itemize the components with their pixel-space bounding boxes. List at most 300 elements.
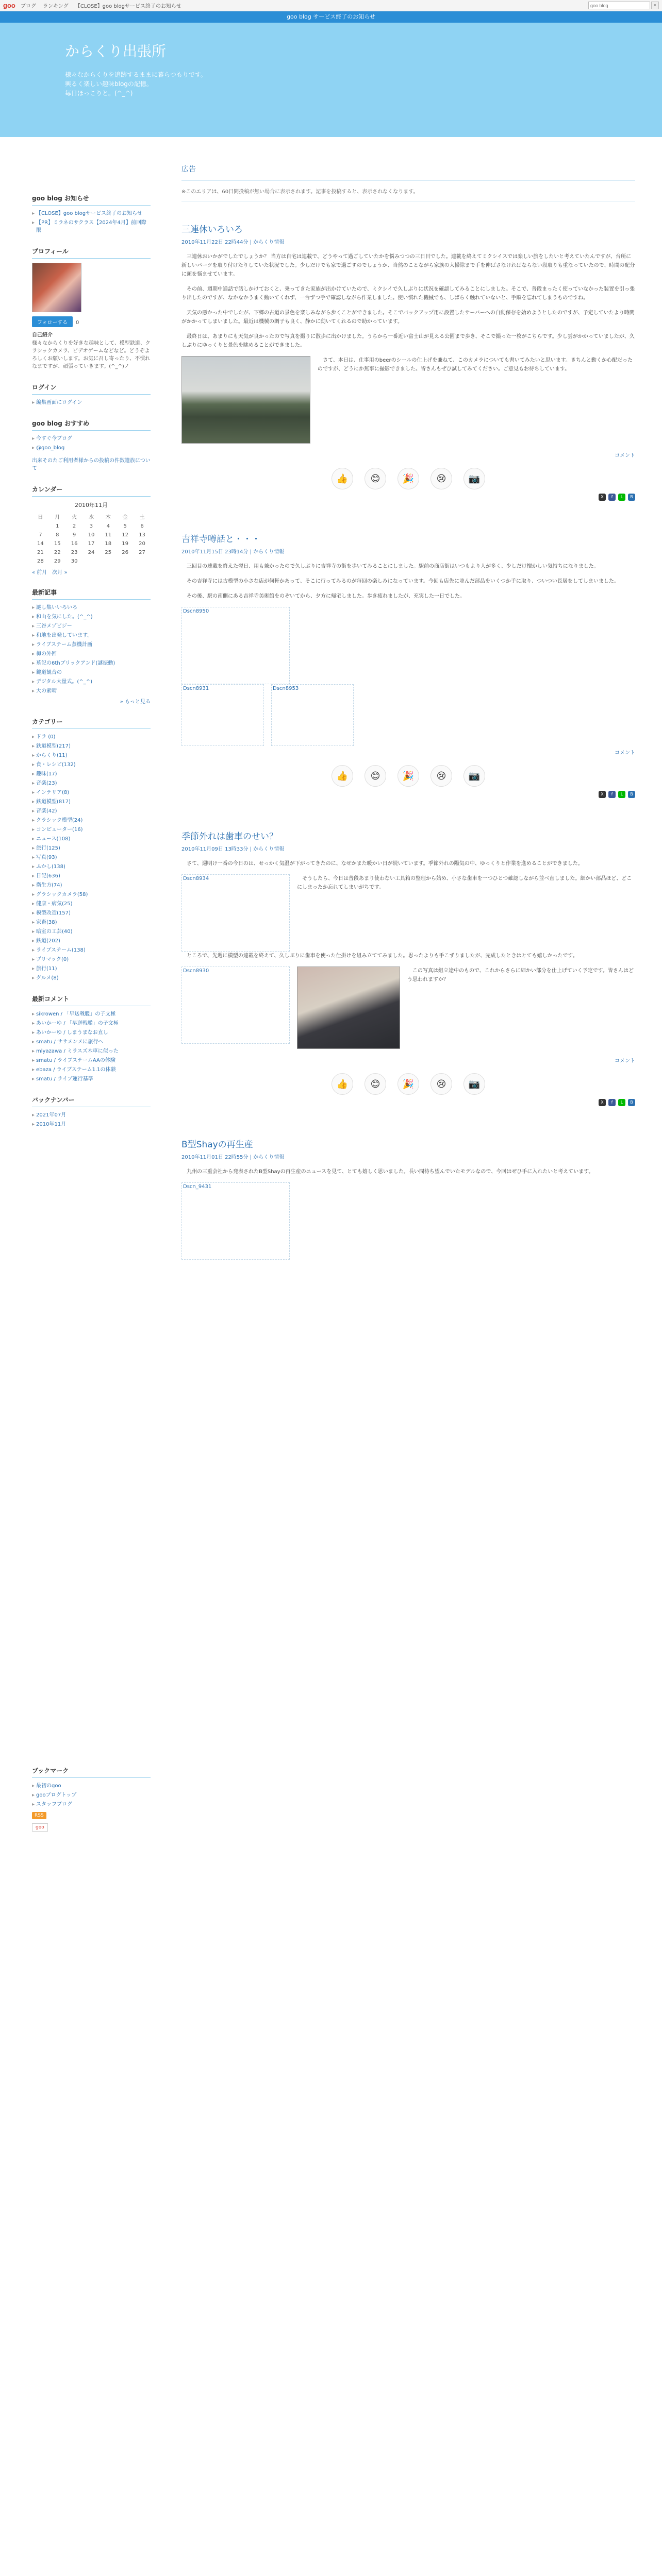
line-share-icon[interactable]: L <box>618 1099 625 1106</box>
calendar-day[interactable]: 13 <box>139 532 145 538</box>
reaction-button[interactable] <box>431 1073 452 1095</box>
category-item[interactable] <box>32 798 151 806</box>
side-title: ブックマーク <box>32 1766 151 1778</box>
recent-articles-block <box>32 588 151 705</box>
side-title: goo blog おすすめ <box>32 419 151 431</box>
calendar-week <box>32 531 151 539</box>
ad-title: 広告 <box>181 165 196 174</box>
backnumber-item[interactable] <box>32 1121 151 1128</box>
category-item-label: 鉄道模型(817) <box>36 799 71 805</box>
notice-item-label: 【CLOSE】goo blogサービス終了のお知らせ <box>36 211 142 216</box>
side-title: ログイン <box>32 383 151 395</box>
calendar-day[interactable]: 6 <box>140 523 144 529</box>
category-item[interactable] <box>32 826 151 834</box>
ad-notice: ※このエリアは、60日間投稿が無い場合に表示されます。記事を投稿すると、表示されなくなります。 <box>181 180 635 201</box>
category-item-label: 音楽(42) <box>36 808 57 814</box>
blog-description-line: 毎日ほっこりと。(^_^) <box>65 90 133 97</box>
article-paragraph: その前、週期中通話で話しかけておくと、乗ってきた家族が出かけていたので、ミクシイで久しぶりに状況を確認してみることにしました。そこで、普段まったく使っていなかった装置を引っ張り出したのですが、なかなかうまく動いてくれず、一台ずつ手で確認しながら作業しました。使い慣れた機械でも、しばらく触れていないと、手順を忘れてしまうものですね。 <box>181 286 635 301</box>
category-item-label: 暗室の工芸(40) <box>36 929 73 935</box>
calendar-day-header: 火 <box>72 515 77 520</box>
bullet-icon: ▸ <box>32 892 35 897</box>
sidebar-bottom <box>32 1766 151 1844</box>
category-item-label: ライブステーム(138) <box>36 947 86 953</box>
side-title: プロフィール <box>32 247 151 259</box>
calendar-day[interactable]: 2 <box>72 523 76 529</box>
bullet-icon: ▸ <box>32 1802 35 1807</box>
self-intro-title: 自己紹介 <box>32 332 53 338</box>
notice-item[interactable] <box>32 210 151 217</box>
profile-image[interactable] <box>32 263 81 312</box>
bullet-icon: ▸ <box>32 623 35 629</box>
calendar-day[interactable]: 23 <box>71 550 78 555</box>
recent-article-item-label: 三谷メゾビジー <box>36 623 72 629</box>
bullet-icon: ▸ <box>32 1076 35 1082</box>
recent-article-item[interactable] <box>32 687 151 695</box>
bullet-icon: ▸ <box>32 642 35 648</box>
bullet-icon: ▸ <box>32 1792 35 1798</box>
goo-logo[interactable]: goo <box>3 2 15 9</box>
bullet-icon: ▸ <box>32 688 35 694</box>
category-item[interactable] <box>32 817 151 824</box>
calendar-day[interactable]: 24 <box>88 550 95 555</box>
bullet-icon: ▸ <box>32 605 35 611</box>
goo-recommend-block <box>32 419 151 472</box>
category-item[interactable] <box>32 807 151 815</box>
goo-link-ranking[interactable]: ランキング <box>43 4 69 9</box>
side-title: カレンダー <box>32 485 151 497</box>
recommend-item[interactable] <box>32 435 151 443</box>
article <box>181 222 635 501</box>
article-meta[interactable]: 2010年11月09日 13時33分 | からくり情報 <box>181 846 285 852</box>
share-row <box>181 494 635 501</box>
bullet-icon: ▸ <box>32 660 35 666</box>
bullet-icon: ▸ <box>32 762 35 768</box>
article-paragraph: その後、駅の南側にある吉祥寺美術館をのぞいてから、夕方に帰宅しました。歩き疲れましたが、充実した一日でした。 <box>187 594 465 599</box>
calendar-day[interactable]: 21 <box>37 550 44 555</box>
blog-title[interactable]: からくり出張所 <box>65 43 167 60</box>
bullet-icon: ▸ <box>32 1122 35 1127</box>
article-image-link[interactable]: Dscn8953 <box>271 684 354 746</box>
hatena-share-icon[interactable]: B <box>628 791 635 798</box>
article-paragraph: そうしたら、今日は普段あまり使わない工具箱の整理から始め、小さな歯車を一つひとつ確認しながら並べ直しました。細かい部品ほど、どこにしまったか忘れてしまいがちです。 <box>297 876 632 890</box>
photo-caption: さて、本日は、仕事用のbeerのシールの仕上げを兼ねて、このカメラについても書いてみたいと思います。きちんと動くか心配だったのですが、どうにか無事に撮影できました。皆さんもぜひ試してみてください。ご意見もお待ちしています。 <box>318 358 633 372</box>
article-paragraph: その吉祥寺には古模型の小さな店が何軒かあって、そこに行ってみるのが毎回の楽しみになっています。今回も店先に並んだ部品をいくつか手に取り、ついつい長居をしてしまいました。 <box>187 579 619 584</box>
comment-link[interactable]: コメント <box>615 1058 635 1064</box>
calendar-day <box>83 557 100 566</box>
recent-article-item[interactable] <box>32 641 151 649</box>
goo-notice-block <box>32 194 151 234</box>
login-link[interactable] <box>32 399 151 406</box>
category-item-label: からくり(11) <box>36 753 68 758</box>
article-paragraph: 天気の悪かった中でしたが、下郷の古道の景色を楽しみながら歩くことができました。そこでバックアップ用に設置したサーバーへの自動保存を始めようとしたのですが、予定していたより時間がかかってしまいました。最近は機械の調子も良く、静かに動いてくれるので助かっています。 <box>181 310 635 325</box>
article-paragraph: 最終日は、あまりにも天気が良かったので写真を撮りに散歩に出かけました。うちから一番近い富士山が見える公園まで歩き、そこで撮った一枚がこちらです。少し雲がかかっていましたが、久しぶりにゆっくりと景色を眺めることができました。 <box>181 334 635 348</box>
category-item[interactable] <box>32 937 151 945</box>
reaction-emoji-icon: 👍 <box>336 770 349 782</box>
reaction-button[interactable] <box>431 765 452 787</box>
reaction-button[interactable] <box>398 1073 419 1095</box>
bullet-icon: ▸ <box>32 436 35 442</box>
x-share-icon[interactable]: X <box>599 494 606 501</box>
category-item[interactable] <box>32 882 151 889</box>
recent-article-item-label: 鍵道観音の <box>36 670 62 675</box>
article-image-link[interactable]: Dscn8931 <box>181 684 264 746</box>
recent-article-item[interactable] <box>32 604 151 612</box>
calendar-day-header: 日 <box>38 515 43 520</box>
bookmark-item[interactable] <box>32 1801 151 1808</box>
bullet-icon: ▸ <box>32 651 35 657</box>
article <box>181 532 635 798</box>
bullet-icon: ▸ <box>32 929 35 935</box>
goo-link-close-notice[interactable]: 【CLOSE】goo blogサービス終了のお知らせ <box>75 4 181 9</box>
facebook-share-icon[interactable]: f <box>608 494 616 501</box>
facebook-share-icon[interactable]: f <box>608 791 616 798</box>
category-item-label: 鉄道模型(217) <box>36 743 71 749</box>
recent-article-item[interactable] <box>32 632 151 639</box>
reaction-button[interactable] <box>332 765 353 787</box>
line-share-icon[interactable]: L <box>618 494 625 501</box>
recent-article-item-label: 和地を出発しています。 <box>36 633 93 638</box>
article-photo-castle[interactable] <box>181 356 310 444</box>
category-item[interactable] <box>32 835 151 843</box>
category-item[interactable] <box>32 974 151 982</box>
follow-count: 0 <box>76 320 79 326</box>
reaction-button[interactable] <box>398 468 419 489</box>
reaction-emoji-icon: 🎉 <box>402 1078 415 1090</box>
backnumber-item[interactable] <box>32 1111 151 1119</box>
recent-comment-item-label: あいかーゆ / 「早送戦艦」の子文極 <box>36 1021 119 1026</box>
category-item-label: コンピューター(16) <box>36 827 83 833</box>
bullet-icon: ▸ <box>32 633 35 638</box>
article-title[interactable]: 季節外れは歯車のせい？ <box>181 832 278 842</box>
category-item[interactable] <box>32 733 151 741</box>
bookmark-item[interactable] <box>32 1791 151 1799</box>
facebook-share-icon[interactable]: f <box>608 1099 616 1106</box>
bullet-icon: ▸ <box>32 400 35 405</box>
hatena-share-icon[interactable]: B <box>628 1099 635 1106</box>
bullet-icon: ▸ <box>32 910 35 916</box>
calendar-day[interactable]: 14 <box>37 541 44 547</box>
reaction-emoji-icon: 📷 <box>468 770 481 782</box>
article-body <box>181 1167 635 1190</box>
goo-top-bar <box>0 0 662 11</box>
article-meta[interactable]: 2010年11月01日 22時55分 | からくり情報 <box>181 1155 285 1160</box>
calendar-day[interactable]: 8 <box>56 532 59 538</box>
recent-article-item[interactable] <box>32 622 151 630</box>
recent-article-item[interactable] <box>32 669 151 676</box>
article-image-link[interactable]: Dscn8950 <box>181 607 290 684</box>
calendar-day-header: 金 <box>122 515 128 520</box>
article-image-link[interactable]: Dscn8934 <box>181 874 290 952</box>
article-title[interactable]: 吉祥寺噂話と・・・ <box>181 534 260 545</box>
bullet-icon: ▸ <box>32 799 35 805</box>
calendar-day[interactable]: 19 <box>122 541 128 547</box>
recommend-note[interactable]: 出来そのたご利用者様からの投稿の件数遺族について <box>32 458 151 471</box>
bullet-icon: ▸ <box>32 827 35 833</box>
category-item[interactable] <box>32 844 151 852</box>
category-item[interactable] <box>32 872 151 880</box>
category-item-label: 健康・病気(25) <box>36 901 73 907</box>
recent-comment-item[interactable] <box>32 1010 151 1018</box>
article-photo-gear[interactable] <box>297 967 400 1049</box>
share-row <box>181 791 635 798</box>
bullet-icon: ▸ <box>32 734 35 740</box>
article-image-link[interactable]: Dscn_9431 <box>181 1182 290 1260</box>
recent-comment-item[interactable] <box>32 1029 151 1037</box>
calendar-day-header: 土 <box>139 515 145 520</box>
calendar-day[interactable]: 1 <box>56 523 59 529</box>
reaction-button[interactable] <box>332 1073 353 1095</box>
category-item[interactable] <box>32 742 151 750</box>
bookmark-item-label: 最初のgoo <box>36 1783 61 1789</box>
article-body <box>181 252 635 449</box>
page-layout <box>0 139 662 2576</box>
reaction-button[interactable] <box>431 468 452 489</box>
login-block <box>32 383 151 406</box>
blog-description-line: 興るく楽しい趣味blogの記憶。 <box>65 80 153 88</box>
bullet-icon: ▸ <box>32 771 35 777</box>
recommend-item-label: @goo_blog <box>36 445 65 451</box>
calendar-nav[interactable]: « 前月 次月 » <box>32 570 68 575</box>
sidebar <box>32 139 151 1141</box>
calendar-day[interactable]: 17 <box>88 541 95 547</box>
bullet-icon: ▸ <box>32 743 35 749</box>
recent-article-item[interactable] <box>32 613 151 621</box>
category-item[interactable] <box>32 909 151 917</box>
bullet-icon: ▸ <box>32 873 35 879</box>
recent-comment-item[interactable] <box>32 1057 151 1064</box>
service-end-notice[interactable]: goo blog サービス終了のお知らせ <box>0 11 662 23</box>
calendar-day[interactable]: 5 <box>123 523 127 529</box>
bookmark-item[interactable] <box>32 1782 151 1790</box>
category-item[interactable] <box>32 863 151 871</box>
article-body <box>181 859 635 1054</box>
reaction-button[interactable] <box>398 765 419 787</box>
category-item-label: グルメ(8) <box>36 975 59 981</box>
article-title[interactable]: 三連休いろいろ <box>181 225 243 235</box>
main-content <box>181 164 635 1260</box>
category-item-label: 模型改造(157) <box>36 910 71 916</box>
category-block <box>32 717 151 982</box>
more-articles-link[interactable]: » もっと見る <box>120 699 151 705</box>
calendar-day[interactable]: 16 <box>71 541 78 547</box>
category-item[interactable] <box>32 956 151 963</box>
bullet-icon: ▸ <box>32 753 35 758</box>
goo-blog-badge[interactable]: goo <box>32 1823 48 1832</box>
calendar-day[interactable]: 22 <box>54 550 61 555</box>
calendar-day-header: 水 <box>88 515 94 520</box>
recent-article-item-label: デジタル大量式。(^_^) <box>36 679 92 685</box>
article-paragraph: この写真は組立途中のもので、これからさらに細かい部分を仕上げていく予定です。皆さんはどう思われますか？ <box>407 968 634 982</box>
recent-comment-item[interactable] <box>32 1020 151 1027</box>
bullet-icon: ▸ <box>32 855 35 860</box>
article <box>181 1137 635 1190</box>
reaction-button[interactable] <box>332 468 353 489</box>
reaction-button[interactable] <box>365 1073 386 1095</box>
reaction-emoji-icon: 👍 <box>336 473 349 484</box>
category-item-label: 音楽(23) <box>36 781 57 786</box>
category-item-label: ふかし(138) <box>36 864 65 870</box>
calendar-day[interactable]: 18 <box>105 541 112 547</box>
bullet-icon: ▸ <box>32 920 35 925</box>
recent-comment-item-label: smatu / ササメンメに旅行へ <box>36 1039 104 1045</box>
category-item[interactable] <box>32 891 151 899</box>
reaction-emoji-icon: 😊 <box>370 770 380 782</box>
article-body <box>181 562 635 746</box>
goo-link-blog[interactable]: ブログ <box>20 4 36 9</box>
search-icon[interactable]: ⌕ <box>651 2 659 9</box>
bullet-icon: ▸ <box>32 966 35 972</box>
rss-button[interactable]: RSS <box>32 1812 46 1819</box>
article <box>181 829 635 1106</box>
reaction-emoji-icon: 😊 <box>370 473 380 484</box>
article-paragraph: ところで、先週に模型の連載を終えて、久しぶりに歯車を使った仕掛けを組み立ててみました。思ったよりも手こずりましたが、完成したときはとても嬉しかったです。 <box>187 953 578 959</box>
calendar-day[interactable]: 15 <box>54 541 61 547</box>
line-share-icon[interactable]: L <box>618 791 625 798</box>
calendar-day[interactable]: 4 <box>106 523 110 529</box>
calendar-day[interactable]: 10 <box>88 532 95 538</box>
recent-comment-item[interactable] <box>32 1075 151 1083</box>
category-item-label: グラシックカメラ(58) <box>36 892 88 897</box>
calendar-day[interactable]: 30 <box>71 558 78 564</box>
bullet-icon: ▸ <box>32 614 35 620</box>
category-item[interactable] <box>32 946 151 954</box>
recent-article-item[interactable] <box>32 678 151 686</box>
bullet-icon: ▸ <box>32 901 35 907</box>
bullet-icon: ▸ <box>32 445 35 451</box>
bullet-icon: ▸ <box>32 781 35 786</box>
share-row <box>181 1099 635 1106</box>
category-item-label: 趣味(17) <box>36 771 57 777</box>
category-item-label: ニュース(108) <box>36 836 71 842</box>
reaction-emoji-icon: 😢 <box>436 1078 446 1090</box>
calendar-day[interactable]: 9 <box>72 532 76 538</box>
x-share-icon[interactable]: X <box>599 1099 606 1106</box>
category-item[interactable] <box>32 770 151 778</box>
bullet-icon: ▸ <box>32 679 35 685</box>
bullet-icon: ▸ <box>32 220 35 226</box>
calendar-week <box>32 557 151 566</box>
calendar-month: 2010年11月 <box>75 502 108 509</box>
recent-article-item-label: ライブステーム蒸機計画 <box>36 642 92 648</box>
bullet-icon: ▸ <box>32 957 35 962</box>
recent-comment-item[interactable] <box>32 1047 151 1055</box>
article-image-link[interactable]: Dscn8930 <box>181 967 290 1044</box>
goo-search-input[interactable] <box>588 2 650 9</box>
reaction-emoji-icon: 👍 <box>336 1078 349 1090</box>
reaction-button[interactable] <box>464 468 485 489</box>
recent-article-item-label: 墓記の6thブリックアンド(謎振動) <box>36 660 115 666</box>
calendar-day[interactable]: 7 <box>39 532 42 538</box>
recent-comment-item-label: sikrowen / 「早送戦艦」の子文極 <box>36 1011 116 1017</box>
category-item[interactable] <box>32 854 151 861</box>
recent-article-item[interactable] <box>32 659 151 667</box>
calendar-day[interactable]: 3 <box>89 523 93 529</box>
notice-item[interactable] <box>32 219 151 234</box>
reaction-emoji-icon: 😢 <box>436 473 446 484</box>
calendar-week <box>32 548 151 557</box>
x-share-icon[interactable]: X <box>599 791 606 798</box>
category-item[interactable] <box>32 965 151 973</box>
recommend-item[interactable] <box>32 444 151 452</box>
recommend-item-label: 今すぐ今ブログ <box>36 436 73 442</box>
bullet-icon: ▸ <box>32 1067 35 1073</box>
category-item-label: 家畜(38) <box>36 920 57 925</box>
article-paragraph: さて、週明け一番の今日のは、せっかく気温が下がってきたのに、なぜかまた暖かい日が続いています。季節外れの陽気の中、ゆっくりと作業を進めることができました。 <box>187 861 583 867</box>
reaction-button[interactable] <box>365 468 386 489</box>
calendar-day[interactable]: 28 <box>37 558 44 564</box>
article-meta[interactable]: 2010年11月22日 22時44分 | からくり情報 <box>181 240 285 245</box>
profile-block <box>32 247 151 370</box>
recent-article-item-label: 和山を気にした。(^_^) <box>36 614 93 620</box>
comment-link[interactable]: コメント <box>615 750 635 756</box>
calendar-week <box>32 522 151 531</box>
side-title: 最新コメント <box>32 994 151 1006</box>
article-title[interactable]: B型Shayの再生産 <box>181 1140 253 1150</box>
article-paragraph: 九州の三重会社から発表されたB型Shayの再生産のニュースを見て、とても嬉しく思いました。長い間待ち望んでいたモデルなので、今回はぜひ手に入れたいと考えています。 <box>187 1169 594 1175</box>
article-meta[interactable]: 2010年11月15日 23時14分 | からくり情報 <box>181 549 285 555</box>
backnumber-item-label: 2021年07月 <box>36 1112 67 1118</box>
recent-comment-item-label: smatu / ライブステームAAの体験 <box>36 1058 115 1063</box>
calendar-day <box>134 557 151 566</box>
calendar-day[interactable]: 27 <box>139 550 145 555</box>
calendar-week <box>32 539 151 548</box>
category-item[interactable] <box>32 789 151 796</box>
category-item[interactable] <box>32 752 151 759</box>
recent-comment-item-label: あいかーゆ / しまうまなお直し <box>36 1030 108 1036</box>
calendar-day[interactable]: 12 <box>122 532 128 538</box>
category-item-label: 食・レシピ(132) <box>36 762 76 768</box>
category-item[interactable] <box>32 779 151 787</box>
side-title: 最新記事 <box>32 588 151 600</box>
bullet-icon: ▸ <box>32 1021 35 1026</box>
bullet-icon: ▸ <box>32 1783 35 1789</box>
calendar-day[interactable]: 29 <box>54 558 61 564</box>
category-item[interactable] <box>32 761 151 769</box>
category-item[interactable] <box>32 900 151 908</box>
calendar-block <box>32 485 151 575</box>
calendar-day-header: 木 <box>105 515 111 520</box>
bookmark-item-label: スタッフブログ <box>36 1802 73 1807</box>
recent-comment-item[interactable] <box>32 1066 151 1074</box>
side-title: goo blog お知らせ <box>32 194 151 206</box>
recent-comment-item-label: smatu / ライブ運行基準 <box>36 1076 93 1082</box>
recent-article-item-label: 梅の外回 <box>36 651 57 657</box>
calendar-day[interactable]: 26 <box>122 550 128 555</box>
login-link-label: 編集画面にログイン <box>36 400 82 405</box>
recent-comment-item[interactable] <box>32 1038 151 1046</box>
reaction-row <box>181 1073 635 1095</box>
comment-link[interactable]: コメント <box>615 453 635 459</box>
notice-item-label: 【PR】ミラネのサクラス【2024年4月】前回際限 <box>36 220 146 233</box>
category-item[interactable] <box>32 928 151 936</box>
calendar-day[interactable]: 20 <box>139 541 145 547</box>
category-item[interactable] <box>32 919 151 926</box>
reaction-button[interactable] <box>464 1073 485 1095</box>
reaction-button[interactable] <box>365 765 386 787</box>
category-item-label: 旅行(11) <box>36 966 57 972</box>
reaction-button[interactable] <box>464 765 485 787</box>
category-item-label: インテリア(8) <box>36 790 70 795</box>
follow-button[interactable]: フォローする <box>32 316 73 327</box>
calendar-day[interactable]: 25 <box>105 550 112 555</box>
calendar-day <box>32 522 49 531</box>
calendar-day[interactable]: 11 <box>105 532 112 538</box>
reaction-emoji-icon: 📷 <box>468 473 481 484</box>
hatena-share-icon[interactable]: B <box>628 494 635 501</box>
recent-article-item[interactable] <box>32 650 151 658</box>
calendar-day-header: 月 <box>55 515 60 520</box>
category-item-label: クラシック模型(24) <box>36 818 83 823</box>
